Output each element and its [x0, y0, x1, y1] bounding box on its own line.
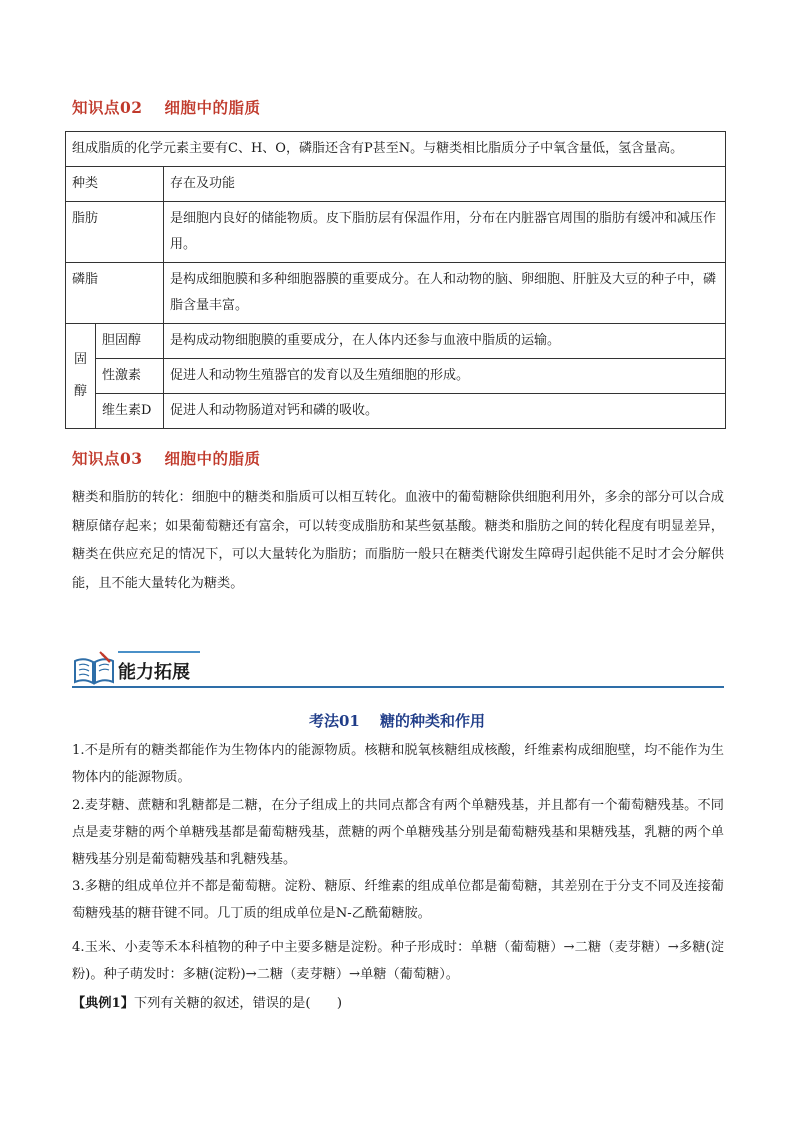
table-row-fat — [66, 202, 726, 263]
table-intro-cell: 组成脂质的化学元素主要有C、H、O，磷脂还含有P甚至N。与糖类相比脂质分子中氧含量低，氢含量高。 — [66, 132, 726, 167]
table-kind-cholesterol: 胆固醇 — [96, 324, 164, 359]
table-kind-vitamin-d: 维生素D — [96, 394, 164, 429]
table-kind-fat: 脂肪 — [66, 202, 164, 263]
banner-title: 能力拓展 — [118, 662, 190, 683]
section-03-body: 糖类和脂肪的转化：细胞中的糖类和脂质可以相互转化。血液中的葡萄糖除供细胞利用外，多余的部分可以合成糖原储存起来；如果葡萄糖还有富余，可以转变成脂肪和某些氨基酸。糖类和脂肪之间的转化程度有明显差异，糖类在供应充足的情况下，可以大量转化为脂肪；而脂肪一般只在糖类代谢发生障碍引起供能不足时才会分解供能，且不能大量转化为糖类。 — [72, 490, 724, 591]
lipid-table — [65, 131, 726, 429]
table-kind-phospholipid: 磷脂 — [66, 263, 164, 324]
table-row-sex-hormone — [66, 359, 726, 394]
section-heading-02: 知识点02 细胞中的脂质 — [72, 98, 261, 117]
table-header-function: 存在及功能 — [164, 167, 726, 202]
banner-divider — [72, 686, 724, 688]
table-row-phospholipid — [66, 263, 726, 324]
example-question: 下列有关糖的叙述，错误的是( ) — [133, 996, 343, 1011]
example-1 — [72, 991, 342, 1017]
table-row-vitamin-d — [66, 394, 726, 429]
example-label: 【典例1】 — [72, 996, 134, 1011]
method-item-3: 3.多糖的组成单位并不都是葡萄糖。淀粉、糖原、纤维素的组成单位都是葡萄糖，其差别在于分支不同及连接葡萄糖残基的糖苷键不同。几丁质的组成单位是N-乙酰葡糖胺。 — [72, 879, 724, 921]
banner-accent-line — [118, 651, 200, 653]
method-item-4: 4.玉米、小麦等禾本科植物的种子中主要多糖是淀粉。种子形成时：单糖（葡萄糖）→二糖（麦芽糖）→多糖(淀粉)。种子萌发时：多糖(淀粉)→二糖（麦芽糖）→单糖（葡萄糖）。 — [72, 940, 724, 982]
table-function-sex-hormone: 促进人和动物生殖器官的发育以及生殖细胞的形成。 — [164, 359, 726, 394]
table-row-header — [66, 167, 726, 202]
table-header-kind: 种类 — [66, 167, 164, 202]
table-sterol-group: 固醇 — [66, 324, 96, 429]
method-item-2: 2.麦芽糖、蔗糖和乳糖都是二糖，在分子组成上的共同点都含有两个单糖残基，并且都有一个葡萄糖残基。不同点是麦芽糖的两个单糖残基都是葡萄糖残基，蔗糖的两个单糖残基分别是葡萄糖残基和果糖残基，乳糖的两个单糖残基分别是葡萄糖残基和乳糖残基。 — [72, 798, 724, 867]
method-01-title: 考法01 糖的种类和作用 — [308, 712, 486, 730]
table-row-cholesterol — [66, 324, 726, 359]
open-book-icon — [72, 651, 116, 687]
table-function-vitamin-d: 促进人和动物肠道对钙和磷的吸收。 — [164, 394, 726, 429]
table-row-intro — [66, 132, 726, 167]
table-function-cholesterol: 是构成动物细胞膜的重要成分，在人体内还参与血液中脂质的运输。 — [164, 324, 726, 359]
table-kind-sex-hormone: 性激素 — [96, 359, 164, 394]
method-item-1: 1.不是所有的糖类都能作为生物体内的能源物质。核糖和脱氧核糖组成核酸，纤维素构成细胞壁，均不能作为生物体内的能源物质。 — [72, 743, 724, 785]
table-function-fat: 是细胞内良好的储能物质。皮下脂肪层有保温作用，分布在内脏器官周围的脂肪有缓冲和减压作用。 — [164, 202, 726, 263]
table-function-phospholipid: 是构成细胞膜和多种细胞器膜的重要成分。在人和动物的脑、卵细胞、肝脏及大豆的种子中，磷脂含量丰富。 — [164, 263, 726, 324]
section-heading-03: 知识点03 细胞中的脂质 — [72, 449, 261, 468]
